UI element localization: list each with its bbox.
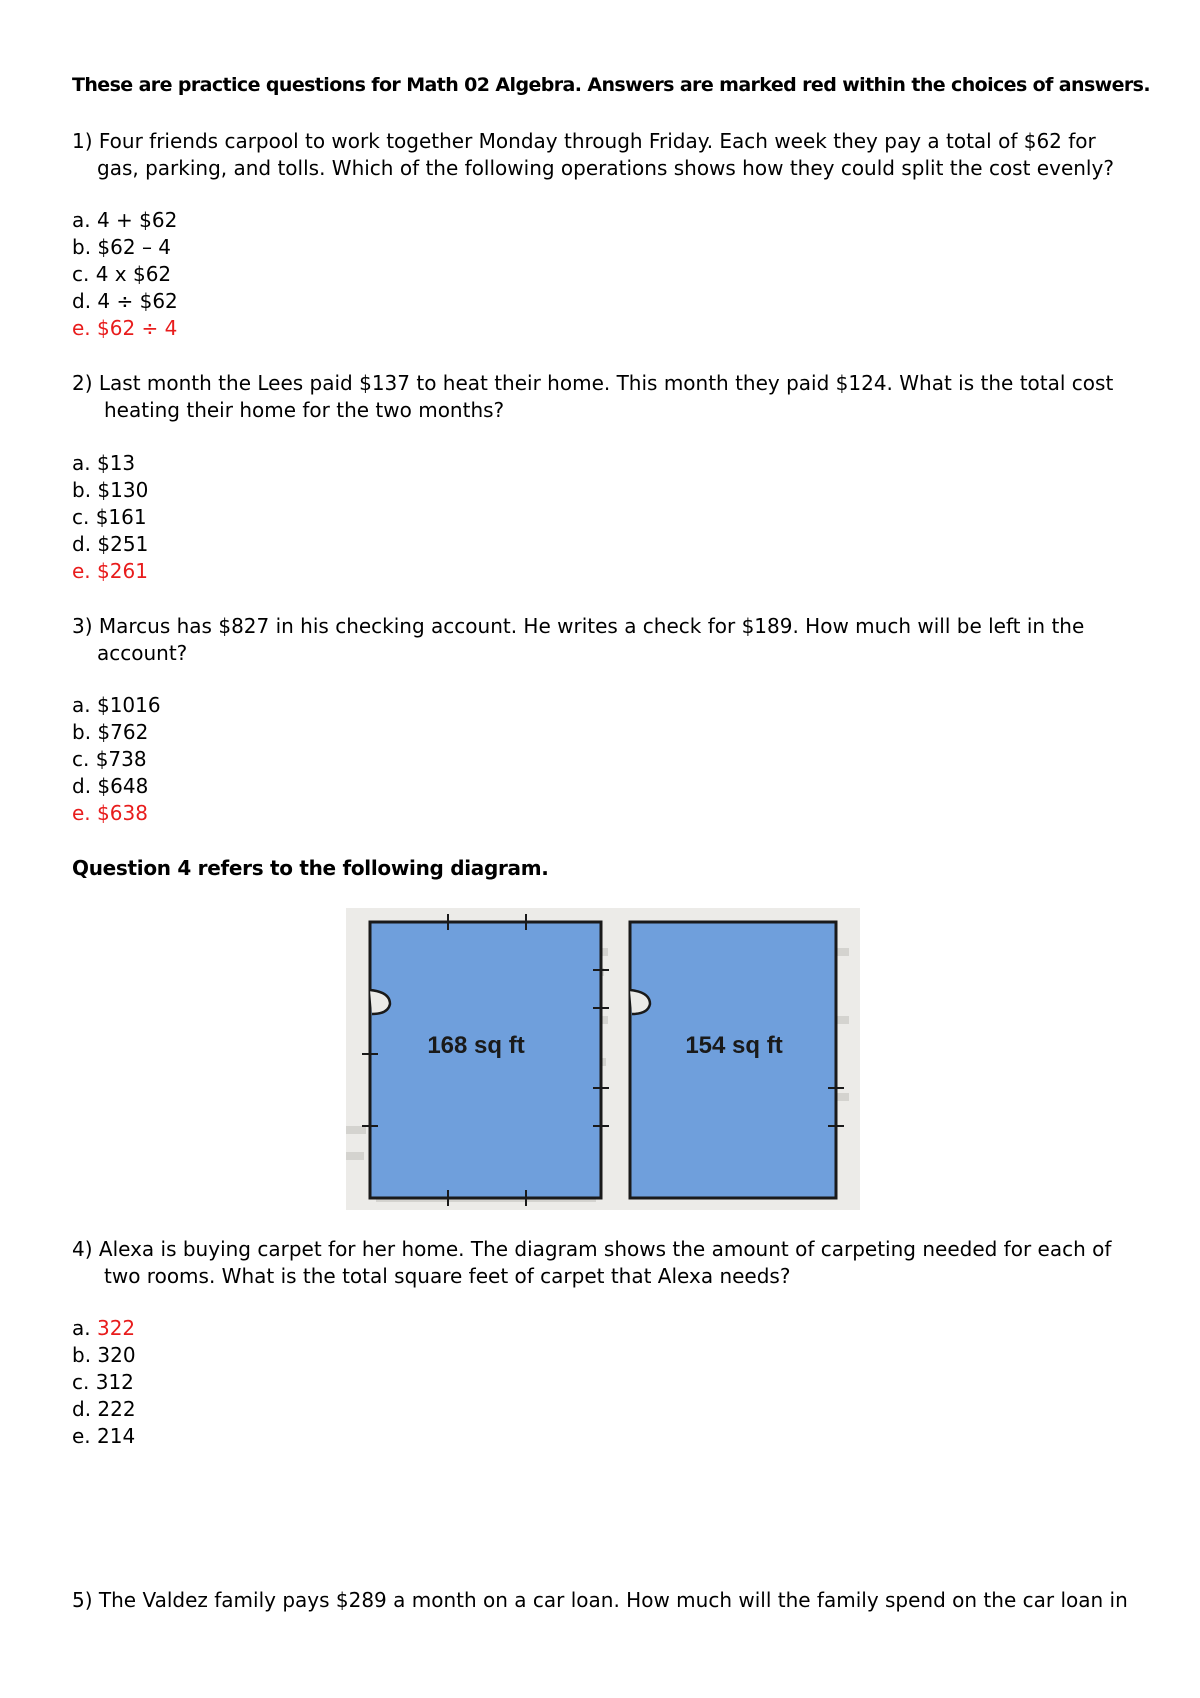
question-3-choices <box>72 692 161 827</box>
choice-d: d. $251 <box>72 532 149 556</box>
question-2-line-1: 2) Last month the Lees paid $137 to heat their home. This month they paid $124. What is the total cost <box>72 371 1114 395</box>
room-1-floor <box>370 922 601 1198</box>
choice-letter: c. <box>72 1370 96 1394</box>
choice-e <box>72 1423 136 1450</box>
question-3-line-1: 3) Marcus has $827 in his checking account. He writes a check for $189. How much will be left in the <box>72 614 1085 638</box>
question-2-line-2: heating their home for the two months? <box>104 398 505 422</box>
choice-value-answer: 322 <box>96 1316 136 1340</box>
choice-d: d. $648 <box>72 774 149 798</box>
choice-d: d. 4 ÷ $62 <box>72 289 178 313</box>
room-2-label: 154 sq ft <box>685 1032 783 1059</box>
choice-a: a. $13 <box>72 451 136 475</box>
room-2-floor <box>630 922 836 1198</box>
question-4-line-1: 4) Alexa is buying carpet for her home. The diagram shows the amount of carpeting needed for each of <box>72 1237 1112 1261</box>
question-1-line-1: 1) Four friends carpool to work together Monday through Friday. Each week they pay a total of $62 for <box>72 129 1096 153</box>
question-4-line-2: two rooms. What is the total square feet of carpet that Alexa needs? <box>104 1264 791 1288</box>
choice-a: a. 4 + $62 <box>72 208 178 232</box>
choice-letter: a. <box>72 1316 97 1340</box>
choice-a <box>72 1315 136 1342</box>
question-2-text <box>72 370 1132 424</box>
choice-c: c. 4 x $62 <box>72 262 172 286</box>
intro-heading: These are practice questions for Math 02 Algebra. Answers are marked red within the choices of answers. <box>72 74 1150 96</box>
choice-value: 320 <box>97 1343 136 1367</box>
choice-b: b. $130 <box>72 478 149 502</box>
choice-e-answer: e. $62 ÷ 4 <box>72 316 178 340</box>
question-1-choices <box>72 207 178 342</box>
choice-c <box>72 1369 136 1396</box>
question-3-line-2: account? <box>97 641 188 665</box>
room-1-label: 168 sq ft <box>427 1032 525 1059</box>
question-3-text <box>72 613 1132 667</box>
choice-e-answer: e. $638 <box>72 801 148 825</box>
choice-e-answer: e. $261 <box>72 559 148 583</box>
question-4-choices <box>72 1315 136 1450</box>
choice-c: c. $738 <box>72 747 147 771</box>
choice-b: b. $62 – 4 <box>72 235 172 259</box>
choice-a: a. $1016 <box>72 693 161 717</box>
question-4-heading: Question 4 refers to the following diagram. <box>72 856 549 880</box>
choice-b <box>72 1342 136 1369</box>
choice-value: 214 <box>97 1424 136 1448</box>
choice-d <box>72 1396 136 1423</box>
room-2 <box>630 922 844 1198</box>
choice-b: b. $762 <box>72 720 149 744</box>
rooms-diagram <box>346 908 860 1210</box>
question-1-text <box>72 128 1132 182</box>
choice-c: c. $161 <box>72 505 147 529</box>
choice-value: 312 <box>95 1370 134 1394</box>
room-1 <box>362 914 609 1206</box>
question-5-line-1: 5) The Valdez family pays $289 a month on a car loan. How much will the family spend on the car loan in <box>72 1588 1128 1612</box>
question-1-line-2: gas, parking, and tolls. Which of the following operations shows how they could split the cost evenly? <box>97 156 1114 180</box>
question-2-choices <box>72 450 148 585</box>
choice-letter: b. <box>72 1343 98 1367</box>
question-4-text <box>72 1236 1132 1290</box>
choice-letter: d. <box>72 1397 98 1421</box>
choice-value: 222 <box>97 1397 136 1421</box>
choice-letter: e. <box>72 1424 98 1448</box>
